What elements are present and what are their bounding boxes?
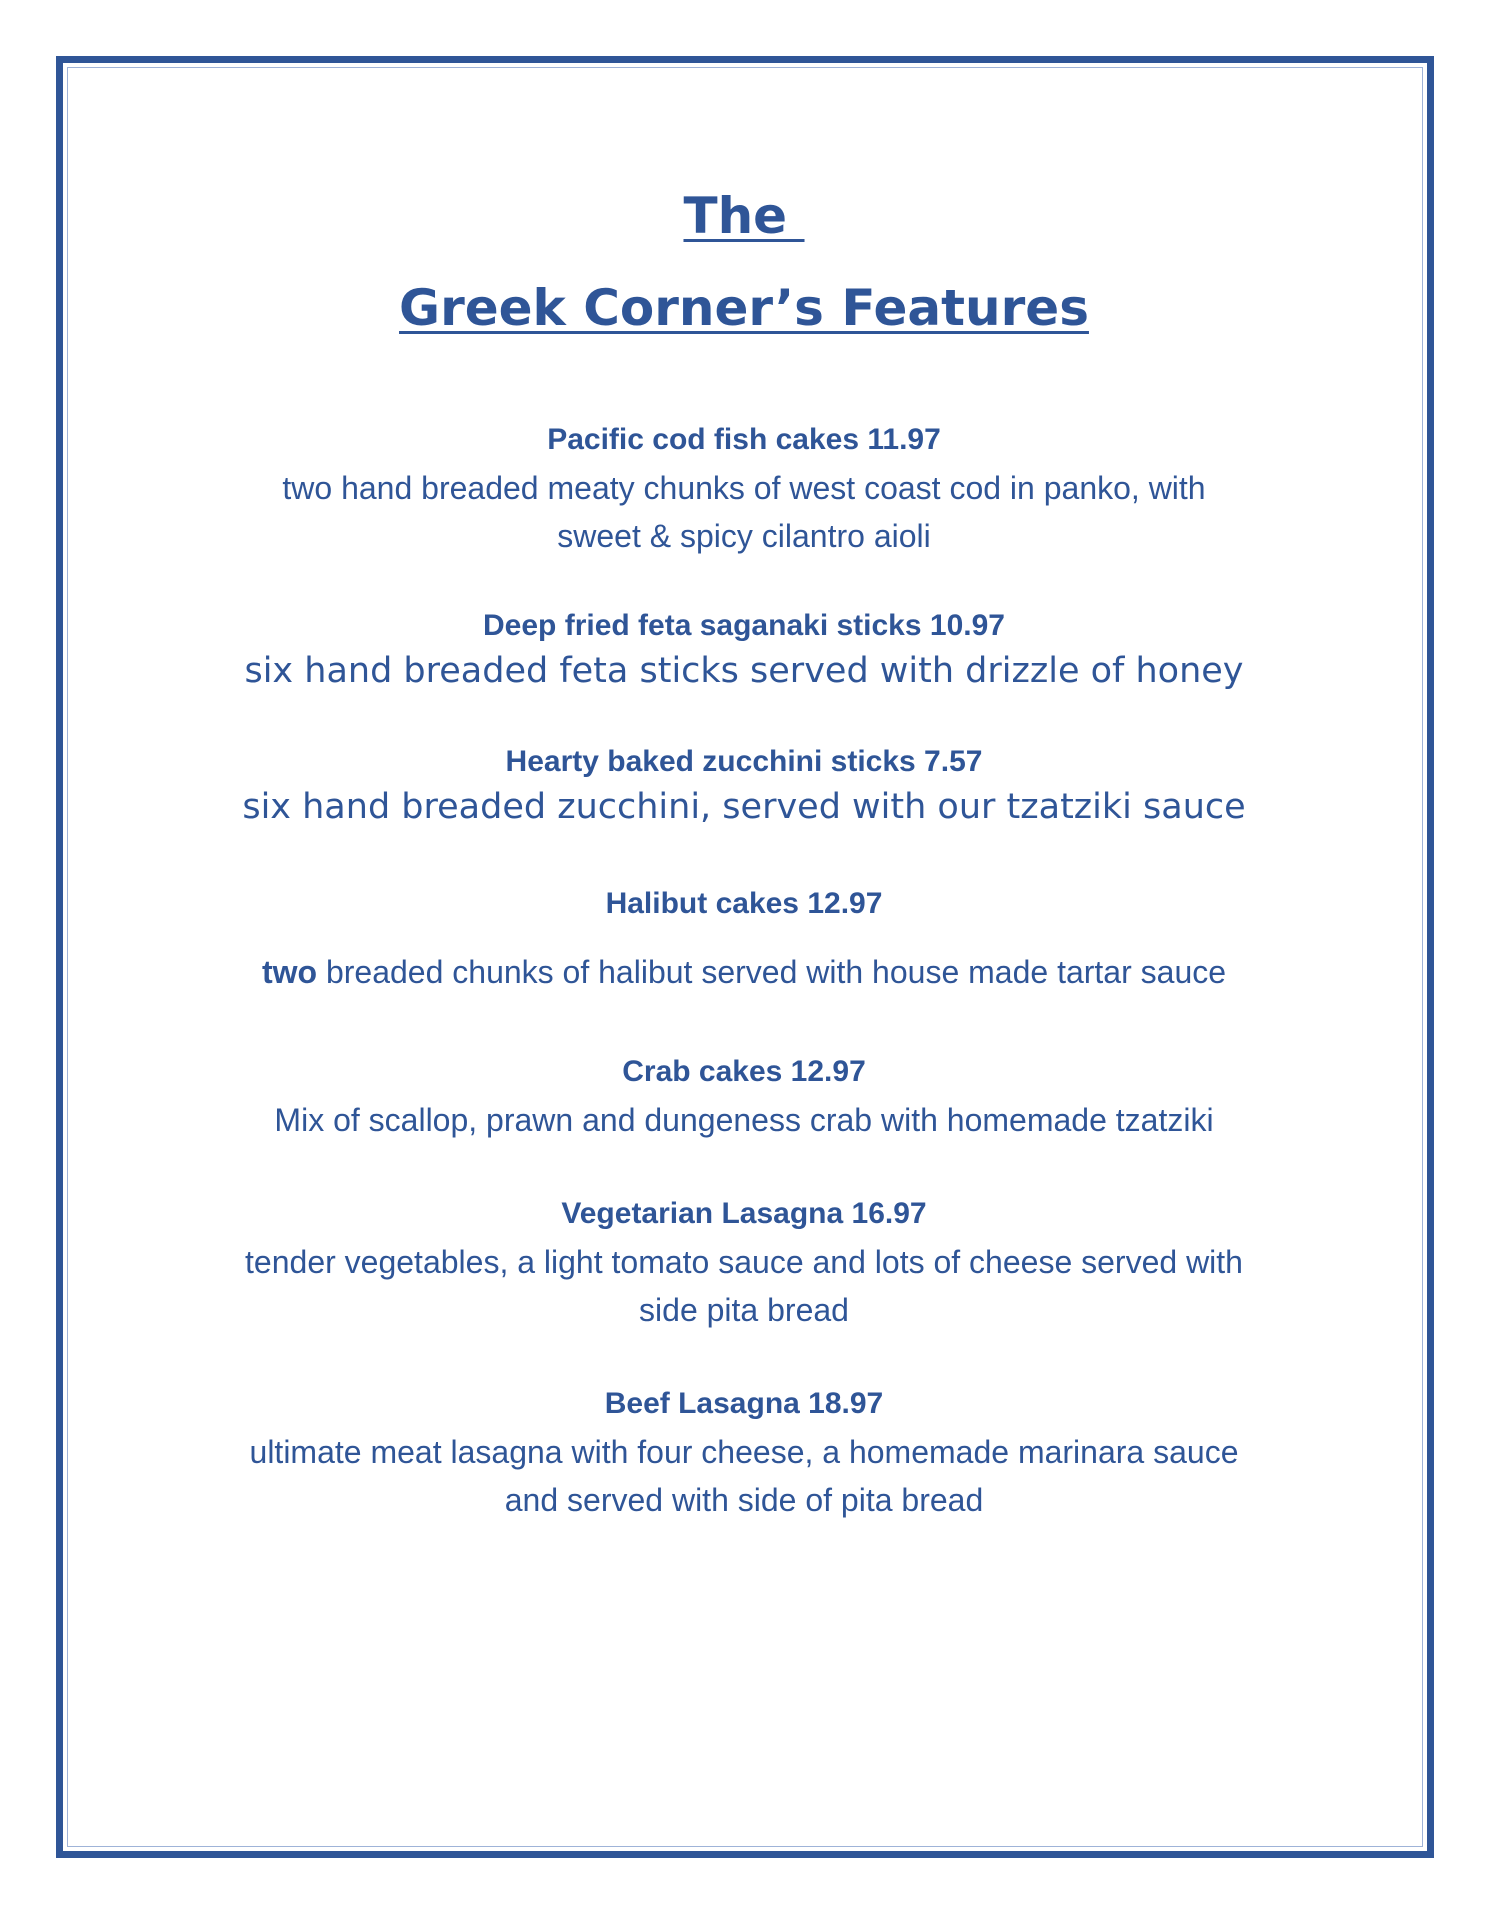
menu-item-description: ultimate meat lasagna with four cheese, a homemade marinara sauce <box>249 1434 1239 1470</box>
menu-item-name: Vegetarian Lasagna 16.97 <box>561 1197 927 1230</box>
menu-item-description: six hand breaded feta sticks served with drizzle of honey <box>244 651 1244 691</box>
menu-content <box>150 170 1338 1524</box>
menu-item-name: Deep fried feta saganaki sticks 10.97 <box>483 609 1005 642</box>
menu-item-beef-lasagna <box>150 1380 1338 1524</box>
menu-title-line-2: Greek Corner’s Features <box>399 279 1089 337</box>
menu-item-description <box>150 948 1338 996</box>
menu-item-feta-sticks <box>150 602 1338 692</box>
menu-item-name: Halibut cakes 12.97 <box>605 887 883 920</box>
menu-item-description: sweet & spicy cilantro aioli <box>557 518 931 554</box>
menu-item-name: Crab cakes 12.97 <box>622 1055 866 1088</box>
menu-item-description: tender vegetables, a light tomato sauce and lots of cheese served with <box>245 1244 1243 1280</box>
menu-item-cod-cakes <box>150 416 1338 560</box>
menu-item-description: side pita bread <box>639 1292 849 1328</box>
menu-item-description-lead: two <box>261 954 318 990</box>
menu-item-name: Beef Lasagna 18.97 <box>604 1387 884 1420</box>
menu-item-name: Pacific cod fish cakes 11.97 <box>547 423 941 456</box>
menu-item-description: six hand breaded zucchini, served with our tzatziki sauce <box>242 787 1246 827</box>
menu-item-description: two hand breaded meaty chunks of west coast cod in panko, with <box>282 470 1206 506</box>
menu-title-line-1: The <box>683 187 805 245</box>
menu-item-description: and served with side of pita bread <box>504 1482 984 1518</box>
menu-item-vegetarian-lasagna <box>150 1190 1338 1334</box>
menu-item-crab-cakes <box>150 1048 1338 1144</box>
menu-item-name: Hearty baked zucchini sticks 7.57 <box>505 745 983 778</box>
menu-item-description: Mix of scallop, prawn and dungeness crab with homemade tzatziki <box>274 1102 1214 1138</box>
menu-item-halibut-cakes <box>150 880 1338 996</box>
menu-item-zucchini-sticks <box>150 738 1338 828</box>
menu-title <box>150 170 1338 354</box>
menu-item-description-text: breaded chunks of halibut served with house made tartar sauce <box>317 954 1227 990</box>
